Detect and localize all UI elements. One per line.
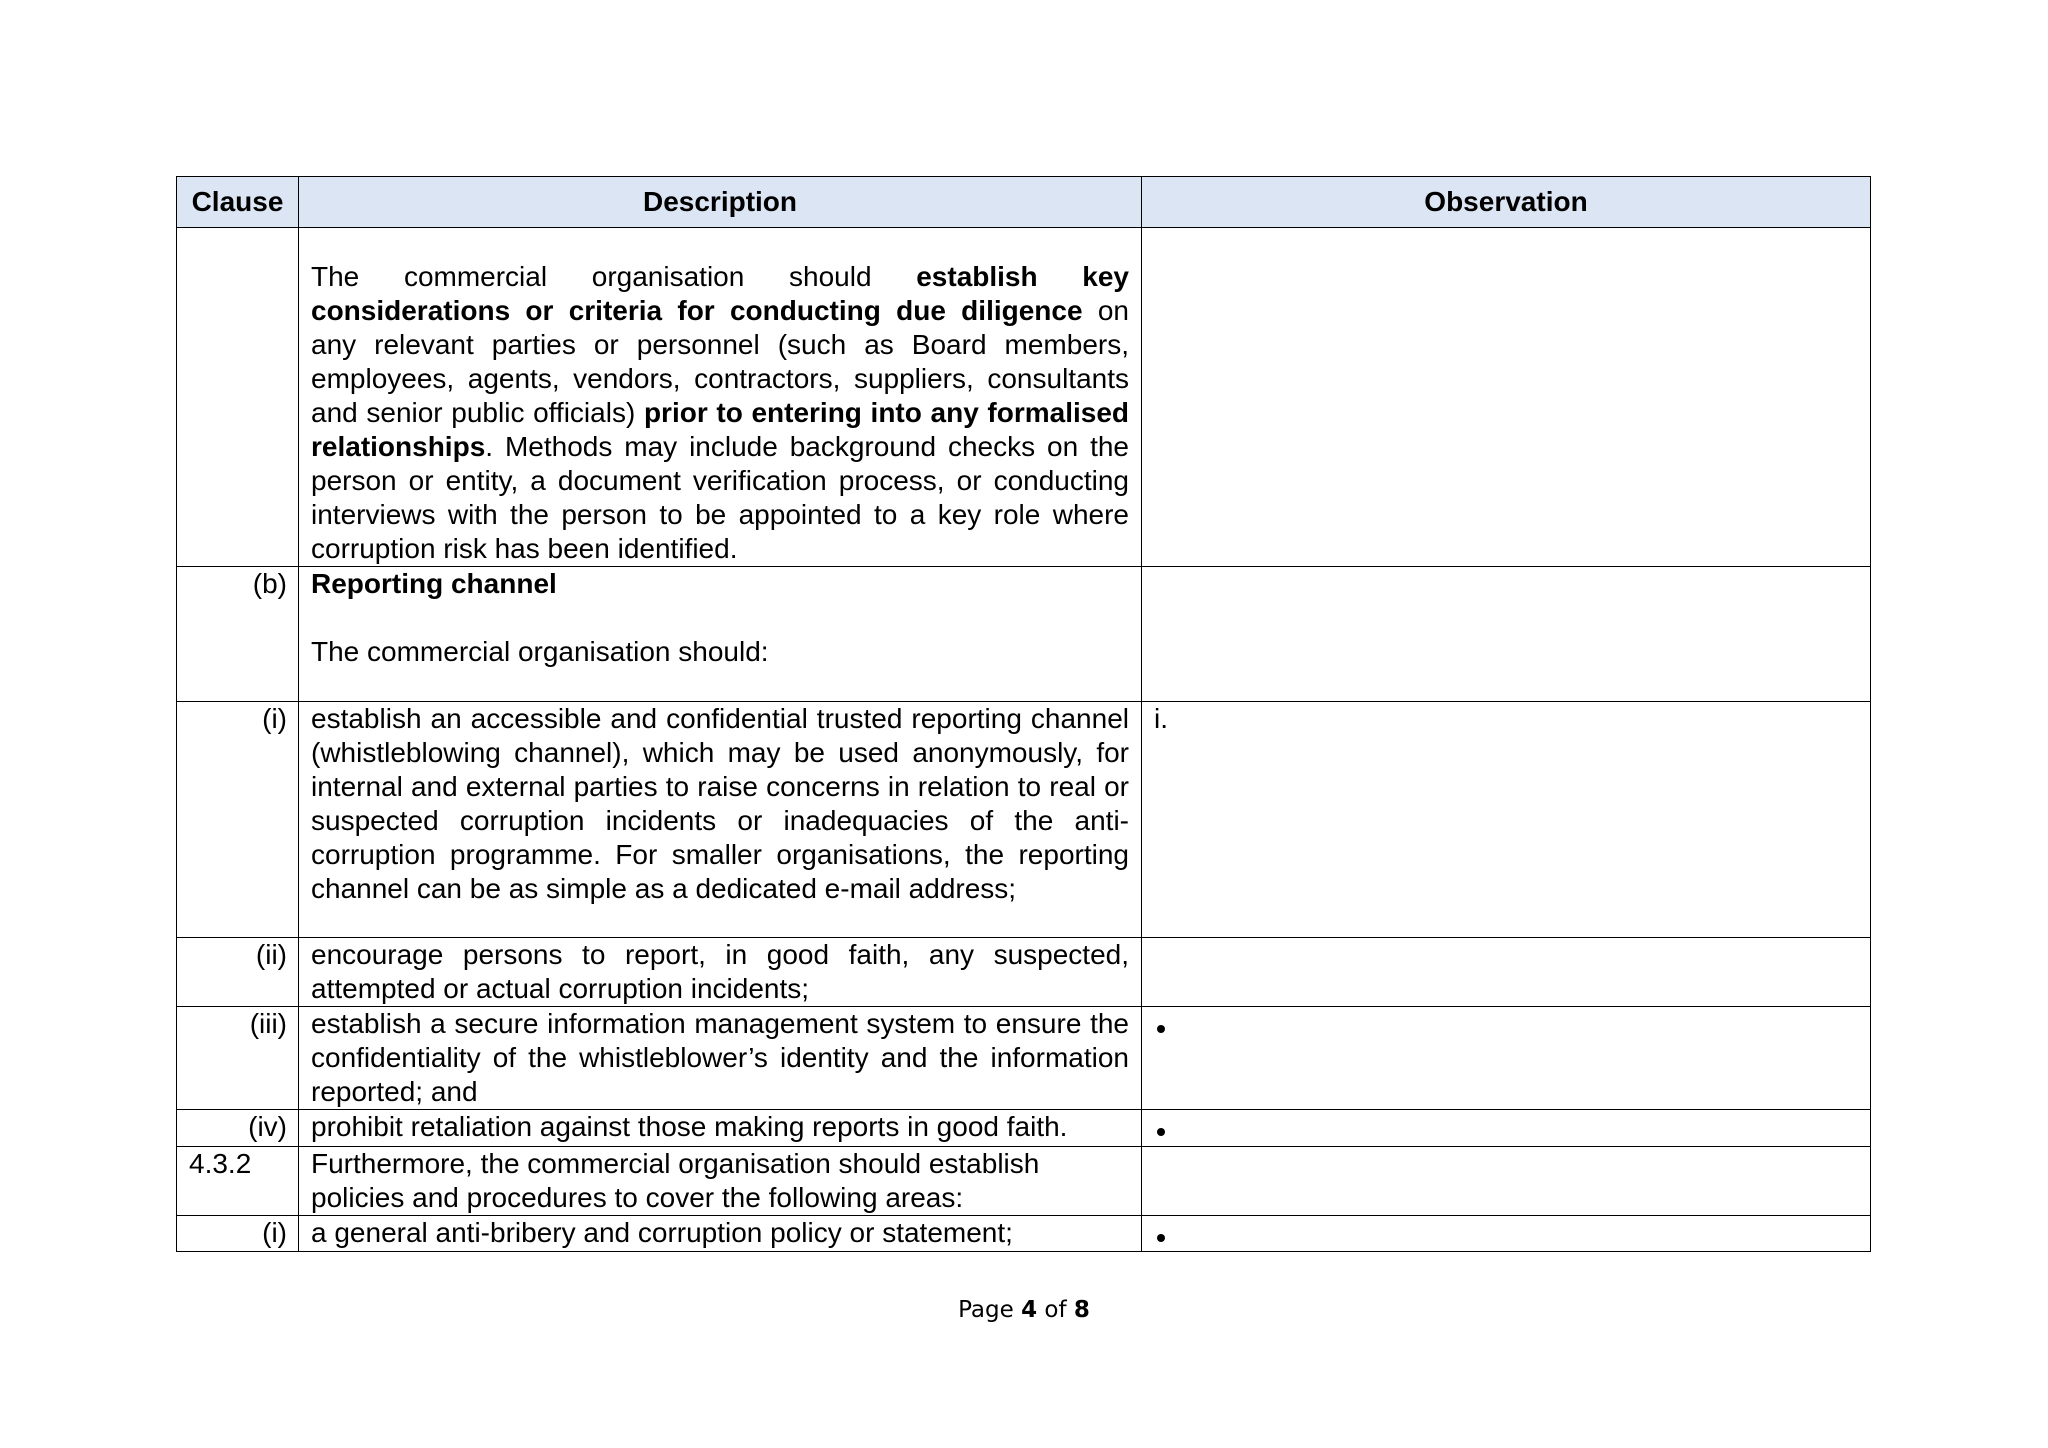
clause-cell (177, 228, 299, 567)
table-row (177, 1216, 1871, 1252)
description-cell: prohibit retaliation against those making reports in good faith. (299, 1110, 1142, 1147)
observation-cell[interactable] (1142, 702, 1871, 938)
page-number: 4 (1021, 1297, 1038, 1323)
table-row (177, 228, 1871, 567)
clause-cell: (iv) (177, 1110, 299, 1147)
page-footer (0, 1297, 2048, 1323)
description-cell (299, 228, 1142, 567)
desc-emphasis: establish key considerations or criteria for conducting due diligence (311, 261, 1130, 326)
section-heading: Reporting channel (311, 568, 557, 599)
table-row (177, 567, 1871, 702)
table-row (177, 1007, 1871, 1110)
page-label: Page (958, 1297, 1014, 1323)
due-diligence-paragraph (311, 260, 1129, 566)
bullet-icon (1157, 1234, 1165, 1242)
description-cell: establish an accessible and confidential trusted reporting channel (whistleblowing channel), which may be used anonymously, for internal and external parties to raise concerns in relation to real or suspected corruption incidents or inadequacies of the anti-corruption programme. For smaller organisations, the reporting channel can be as simple as a dedicated e-mail address; (299, 702, 1142, 938)
table-row (177, 702, 1871, 938)
header-clause: Clause (177, 177, 299, 228)
observation-cell[interactable] (1142, 938, 1871, 1007)
clause-cell: (ii) (177, 938, 299, 1007)
description-cell: a general anti-bribery and corruption policy or statement; (299, 1216, 1142, 1252)
section-intro: The commercial organisation should: (311, 636, 769, 667)
observation-cell[interactable] (1142, 1007, 1871, 1110)
observation-cell[interactable] (1142, 567, 1871, 702)
desc-text: on any relevant parties or personnel (such as Board members, employees, agents, vendors, contractors, suppliers, consultants and senior public officials) (311, 295, 1129, 428)
observation-cell[interactable] (1142, 1147, 1871, 1216)
observation-cell[interactable] (1142, 228, 1871, 567)
bullet-icon (1157, 1025, 1165, 1033)
observation-cell[interactable] (1142, 1110, 1871, 1147)
observation-list-marker: i. (1154, 703, 1168, 734)
header-description: Description (299, 177, 1142, 228)
desc-text: The commercial organisation should (311, 261, 917, 292)
description-cell: encourage persons to report, in good faith, any suspected, attempted or actual corruption incidents; (299, 938, 1142, 1007)
description-cell (299, 567, 1142, 702)
clause-cell: 4.3.2 (177, 1147, 299, 1216)
clause-cell: (i) (177, 1216, 299, 1252)
clause-cell: (iii) (177, 1007, 299, 1110)
table-row (177, 1147, 1871, 1216)
header-observation: Observation (1142, 177, 1871, 228)
table-row (177, 1110, 1871, 1147)
bullet-icon (1157, 1128, 1165, 1136)
table-row (177, 938, 1871, 1007)
observation-cell[interactable] (1142, 1216, 1871, 1252)
clause-cell: (b) (177, 567, 299, 702)
desc-text: . Methods may include background checks on the person or entity, a document verification process, or conducting interviews with the person to be appointed to a key role where corruption risk has been identified. (311, 431, 1129, 564)
desc-emphasis: prior to entering into any formalised relationships (311, 397, 1130, 462)
description-cell: establish a secure information management system to ensure the confidentiality of the whistleblower’s identity and the information reported; and (299, 1007, 1142, 1110)
clause-cell: (i) (177, 702, 299, 938)
table-header-row (177, 177, 1871, 228)
total-pages: 8 (1073, 1297, 1090, 1323)
compliance-checklist-table (176, 176, 1871, 1252)
of-label: of (1044, 1297, 1067, 1323)
description-cell: Furthermore, the commercial organisation should establish policies and procedures to cover the following areas: (299, 1147, 1142, 1216)
